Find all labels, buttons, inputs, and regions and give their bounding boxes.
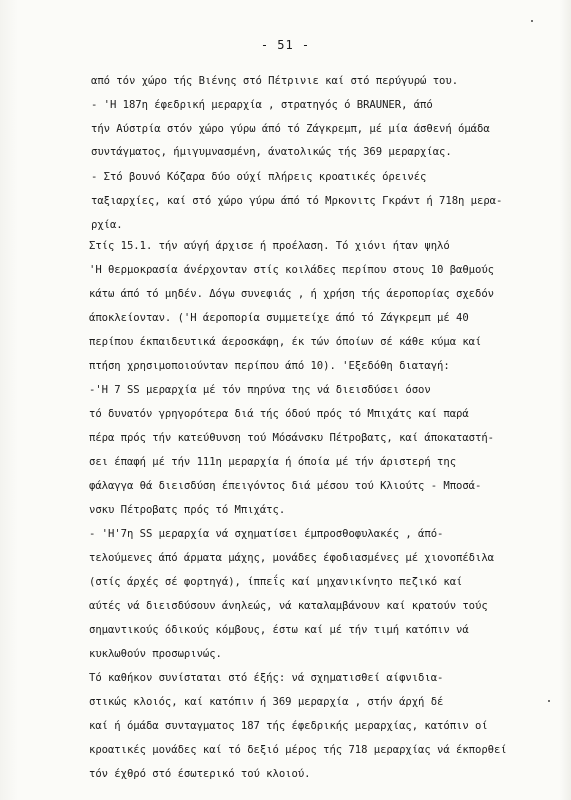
- text-line: σει έπαφή μέ τήν 111η μεραρχία ή όποία μέ τήν άριστερή της: [89, 456, 457, 468]
- scan-speck: [548, 700, 550, 702]
- text-line: τελούμενες άπό άρματα μάχης, μονάδες έφοδιασμένες μέ χιονοπέδιλα: [89, 552, 494, 564]
- text-line: πτήση χρησιμοποιούνταν περίπου άπό 10). 'Εξεδόθη διαταγή:: [89, 360, 450, 372]
- text-line: - 'Η'7η SS μεραρχία νά σχηματίσει έμπροσθοφυλακές , άπό-: [89, 528, 444, 540]
- text-line: συντάγματος, ήμιγυμνασμένη, άνατολικώς τής 369 μεραρχίας.: [91, 146, 452, 158]
- scan-speck: [531, 20, 533, 22]
- text-line: άποκλείονταν. ('Η άεροπορία συμμετείχε άπό τό Ζάγκρεμπ μέ 40: [89, 312, 469, 324]
- text-line: Στίς 15.1. τήν αύγή άρχισε ή προέλαση. Τό χιόνι ήταν ψηλό: [89, 240, 450, 252]
- text-line: φάλαγγα θά διεισδύση έπειγόντος διά μέσου τού Κλιούτς - Μποσά-: [89, 480, 482, 492]
- text-line: αύτές νά διεισδύσουν άνηλεώς, νά καταλαμβάνουν καί κρατούν τούς: [89, 600, 488, 612]
- text-line: - Στό βουνό Κόζαρα δύο ούχί πλήρεις κροατικές όρεινές: [91, 171, 427, 183]
- text-line: ρχία.: [91, 219, 123, 231]
- text-line: ταξιαρχίες, καί στό χώρο γύρω άπό τό Μρκονιτς Γκράντ ή 718η μερα-: [91, 195, 503, 207]
- text-line: σημαντικούς όδικούς κόμβους, έστω καί μέ τήν τιμή κατόπιν νά: [89, 624, 469, 636]
- text-line: στικώς κλοιός, καί κατόπιν ή 369 μεραρχία , στήν άρχή δέ: [89, 696, 444, 708]
- text-line: πέρα πρός τήν κατεύθυνση τού Μόσάνσκυ Πέτροβατς, καί άποκαταστή-: [89, 432, 494, 444]
- text-line: (στίς άρχές σέ φορτηγά), ίππεΐς καί μηχανικίνητο πεζικό καί: [89, 576, 463, 588]
- text-line: τόν έχθρό στό έσωτερικό τού κλοιού.: [89, 768, 311, 780]
- text-line: Τό καθήκον συνίσταται στό έξής: νά σχηματισθεί αίφνιδια-: [89, 672, 444, 684]
- text-line: από τόν χώρο τής Βιένης στό Πέτρινιε καί στό περύγυρώ του.: [91, 75, 459, 87]
- text-line: τό δυνατόν γρηγορότερα διά τής όδού πρός τό Μπιχάτς καί παρά: [89, 408, 469, 420]
- page-number: - 51 -: [260, 38, 311, 52]
- text-line: 'Η θερμοκρασία άνέρχονταν στίς κοιλάδες περίπου στους 10 βαθμούς: [89, 264, 494, 276]
- text-line: τήν Αύστρία στόν χώρο γύρω άπό τό Ζάγκρεμπ, μέ μία άσθενή όμάδα: [91, 123, 490, 135]
- text-line: καί ή όμάδα συνταγματος 187 τής έφεδρικής μεραρχίας, κατόπιν οί: [89, 720, 488, 732]
- text-line: κυκλωθούν προσωρινώς.: [89, 648, 222, 660]
- text-line: κάτω άπό τό μηδέν. Δόγω συνεφιάς , ή χρήση τής άεροπορίας σχεδόν: [89, 288, 494, 300]
- text-line: κροατικές μονάδες καί τό δεξιό μέρος τής 718 μεραρχίας νά έκπορθεί: [89, 744, 507, 756]
- text-line: περίπου έκπαιδευτικά άεροσκάφη, έκ τών όποίων σέ κάθε κύμα καί: [89, 336, 482, 348]
- text-line: νσκυ Πέτροβατς πρός τό Μπιχάτς.: [89, 504, 286, 516]
- text-line: - 'Η 187η έφεδρική μεραρχία , στρατηγός ό BRAUNER, άπό: [91, 99, 433, 111]
- text-line: -'Η 7 SS μεραρχία μέ τόν πηρύνα της νά διεισδύσει όσον: [89, 384, 431, 396]
